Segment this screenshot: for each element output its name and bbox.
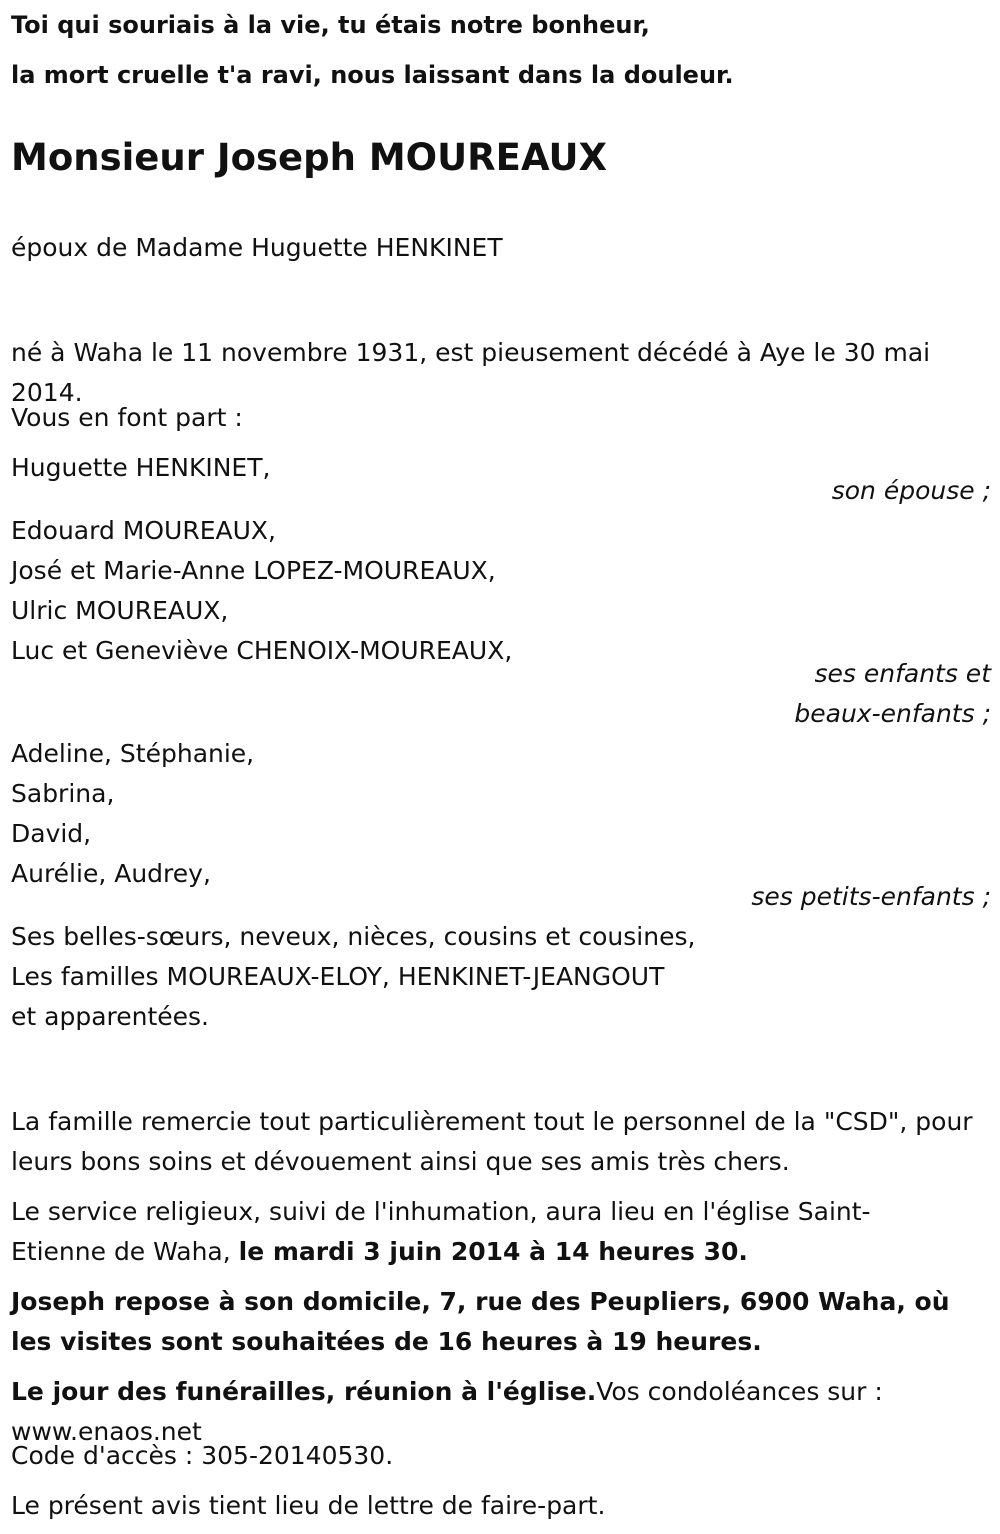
- extended-family-line: Ses belles-sœurs, neveux, nièces, cousins et cousines,: [11, 922, 696, 951]
- child-name: Edouard MOUREAUX,: [11, 516, 276, 545]
- condolences-website: www.enaos.net: [11, 1417, 202, 1446]
- extended-family-line: et apparentées.: [11, 1002, 209, 1031]
- grandchild-name: Sabrina,: [11, 779, 115, 808]
- child-name: José et Marie-Anne LOPEZ-MOUREAUX,: [11, 556, 496, 585]
- verse-line-1: Toi qui souriais à la vie, tu étais notre bonheur,: [11, 11, 650, 39]
- birth-death-text: né à Waha le 11 novembre 1931, est pieusement décédé à Aye le 30 mai 2014.: [11, 338, 931, 407]
- extended-family-line: Les familles MOUREAUX-ELOY, HENKINET-JEANGOUT: [11, 962, 665, 991]
- condolences-text: Vos condoléances sur :: [596, 1377, 883, 1406]
- announce-intro: Vous en font part :: [11, 403, 243, 432]
- children-role-line-2: beaux-enfants ;: [794, 699, 991, 728]
- grandchild-name: Aurélie, Audrey,: [11, 859, 211, 888]
- verse-line-2: la mort cruelle t'a ravi, nous laissant dans la douleur.: [11, 61, 734, 89]
- spouse-line: époux de Madame Huguette HENKINET: [11, 233, 503, 262]
- repose-text: Joseph repose à son domicile, 7, rue des Peupliers, 6900 Waha, où les visites sont souhaitées de 16 heures à 19 heures.: [11, 1287, 950, 1356]
- spouse-name: Huguette HENKINET,: [11, 453, 271, 482]
- grandchild-name: David,: [11, 819, 92, 848]
- service-date: le mardi 3 juin 2014 à 14 heures 30.: [238, 1237, 748, 1266]
- child-name: Luc et Geneviève CHENOIX-MOUREAUX,: [11, 636, 513, 665]
- grandchild-name: Adeline, Stéphanie,: [11, 739, 255, 768]
- service-paragraph: [11, 1192, 931, 1272]
- spouse-role: son épouse ;: [831, 476, 991, 505]
- children-role-line-1: ses enfants et: [814, 659, 991, 688]
- grandchildren-role: ses petits-enfants ;: [751, 882, 991, 911]
- access-code: Code d'accès : 305-20140530.: [11, 1441, 394, 1470]
- deceased-name: Monsieur Joseph MOUREAUX: [11, 136, 608, 179]
- closing-text: Le présent avis tient lieu de lettre de faire-part.: [11, 1491, 606, 1520]
- thanks-text: La famille remercie tout particulièrement tout le personnel de la "CSD", pour leurs bons soins et dévouement ainsi que ses amis très chers.: [11, 1107, 973, 1176]
- funeral-day-bold: Le jour des funérailles, réunion à l'église.: [11, 1377, 597, 1406]
- service-text: Le service religieux, suivi de l'inhumation, aura lieu en l'église Saint-Etienne de Waha,: [11, 1197, 871, 1266]
- child-name: Ulric MOUREAUX,: [11, 596, 229, 625]
